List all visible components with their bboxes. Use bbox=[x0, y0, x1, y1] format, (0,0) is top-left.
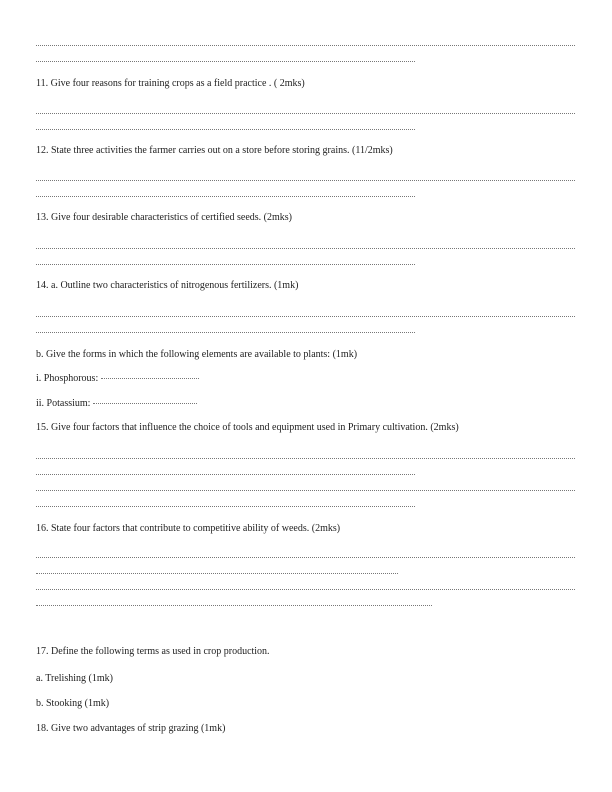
answer-line[interactable] bbox=[36, 605, 432, 606]
question-11: 11. Give four reasons for training crops as a field practice . ( 2mks) bbox=[36, 78, 305, 89]
answer-line[interactable] bbox=[36, 264, 415, 265]
answer-line[interactable] bbox=[36, 573, 398, 574]
question-18: 18. Give two advantages of strip grazing (1mk) bbox=[36, 723, 226, 734]
answer-line[interactable] bbox=[36, 61, 415, 62]
question-16: 16. State four factors that contribute to competitive ability of weeds. (2mks) bbox=[36, 523, 341, 534]
answer-line[interactable] bbox=[36, 196, 415, 197]
answer-line[interactable] bbox=[36, 129, 415, 130]
answer-line[interactable] bbox=[36, 490, 575, 491]
potassium-label: ii. Potassium: bbox=[36, 398, 91, 409]
answer-line[interactable] bbox=[36, 113, 575, 114]
question-14b: b. Give the forms in which the following elements are available to plants: (1mk) bbox=[36, 349, 358, 360]
answer-line[interactable] bbox=[36, 474, 415, 475]
question-13: 13. Give four desirable characteristics of certified seeds. (2mks) bbox=[36, 212, 293, 223]
potassium-answer-line[interactable] bbox=[93, 403, 197, 404]
answer-line[interactable] bbox=[36, 458, 575, 459]
question-15: 15. Give four factors that influence the choice of tools and equipment used in Primary cultivation. (2mks) bbox=[36, 422, 459, 433]
answer-line[interactable] bbox=[36, 589, 575, 590]
question-17a: a. Trelishing (1mk) bbox=[36, 673, 113, 684]
phosphorous-answer-line[interactable] bbox=[101, 378, 199, 379]
question-14b-i bbox=[36, 373, 199, 385]
question-14a: 14. a. Outline two characteristics of nitrogenous fertilizers. (1mk) bbox=[36, 280, 299, 291]
answer-line[interactable] bbox=[36, 316, 575, 317]
question-12: 12. State three activities the farmer carries out on a store before storing grains. (11/2mks) bbox=[36, 145, 393, 156]
question-17: 17. Define the following terms as used in crop production. bbox=[36, 646, 270, 657]
question-14b-ii bbox=[36, 398, 197, 410]
answer-line[interactable] bbox=[36, 248, 575, 249]
answer-line[interactable] bbox=[36, 332, 415, 333]
answer-line[interactable] bbox=[36, 557, 575, 558]
answer-line[interactable] bbox=[36, 180, 575, 181]
answer-line[interactable] bbox=[36, 45, 575, 46]
answer-line[interactable] bbox=[36, 506, 415, 507]
question-17b: b. Stooking (1mk) bbox=[36, 698, 110, 709]
phosphorous-label: i. Phosphorous: bbox=[36, 373, 99, 384]
